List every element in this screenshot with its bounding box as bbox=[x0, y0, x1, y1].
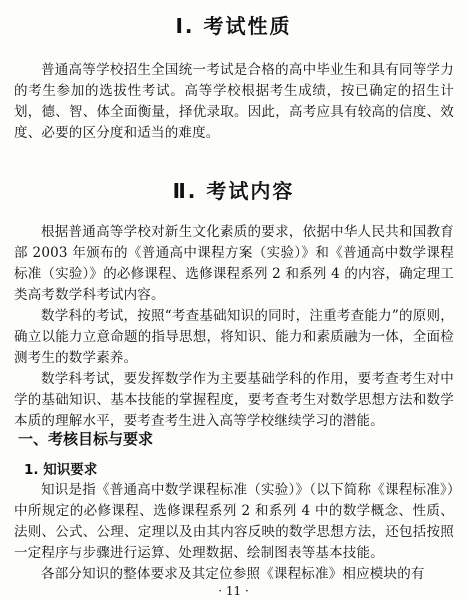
paragraph-content-basis: 根据普通高等学校对新生文化素质的要求，依据中华人民共和国教育部 2003 年颁布的《普通高中课程方案（实验）》和《普通高中数学课程标准（实验）》的必修课程、选修课程系列 2 和系列 4 的内容，确定理工类高考数学科考试内容。 bbox=[14, 224, 454, 303]
section-title-exam-content: Ⅱ. 考试内容 bbox=[172, 179, 295, 203]
page-number: · 11 · bbox=[218, 584, 249, 598]
paragraph-exam-principle: 数学科的考试，按照“考查基础知识的同时，注重考查能力”的原则，确立以能力立意命题的指导思想，将知识、能力和素质融为一体，全面检测考生的数学素养。 bbox=[14, 308, 454, 366]
heading-knowledge-requirements: 1. 知识要求 bbox=[24, 462, 98, 478]
paragraph-exam-nature: 普通高等学校招生全国统一考试是合格的高中毕业生和具有同等学力的考生参加的选拔性考试。高等学校根据考生成绩，按已确定的招生计划，德、智、体全面衡量，择优录取。因此，高考应具有较高的信度、效度、必要的区分度和适当的难度。 bbox=[14, 62, 454, 141]
section-title-exam-nature: Ⅰ. 考试性质 bbox=[175, 14, 292, 38]
paragraph-exam-role: 数学科考试，要发挥数学作为主要基础学科的作用，要考查考生对中学的基础知识、基本技能的掌握程度，要考查考生对数学思想方法和数学本质的理解水平，要考查考生进入高等学校继续学习的潜能。 bbox=[14, 371, 454, 429]
paragraph-knowledge-scope: 各部分知识的整体要求及其定位参照《课程标准》相应模块的有 bbox=[41, 566, 425, 582]
heading-assessment-goals: 一、考核目标与要求 bbox=[18, 430, 154, 448]
paragraph-knowledge-definition: 知识是指《普通高中数学课程标准（实验）》（以下简称《课程标准》）中所规定的必修课程、选修课程系列 2 和系列 4 中的数学概念、性质、法则、公式、公理、定理以及由其内容反映的数学思想方法，还包括按照一定程序与步骤进行运算、处理数据、绘制图表等基本技能。 bbox=[14, 482, 454, 561]
